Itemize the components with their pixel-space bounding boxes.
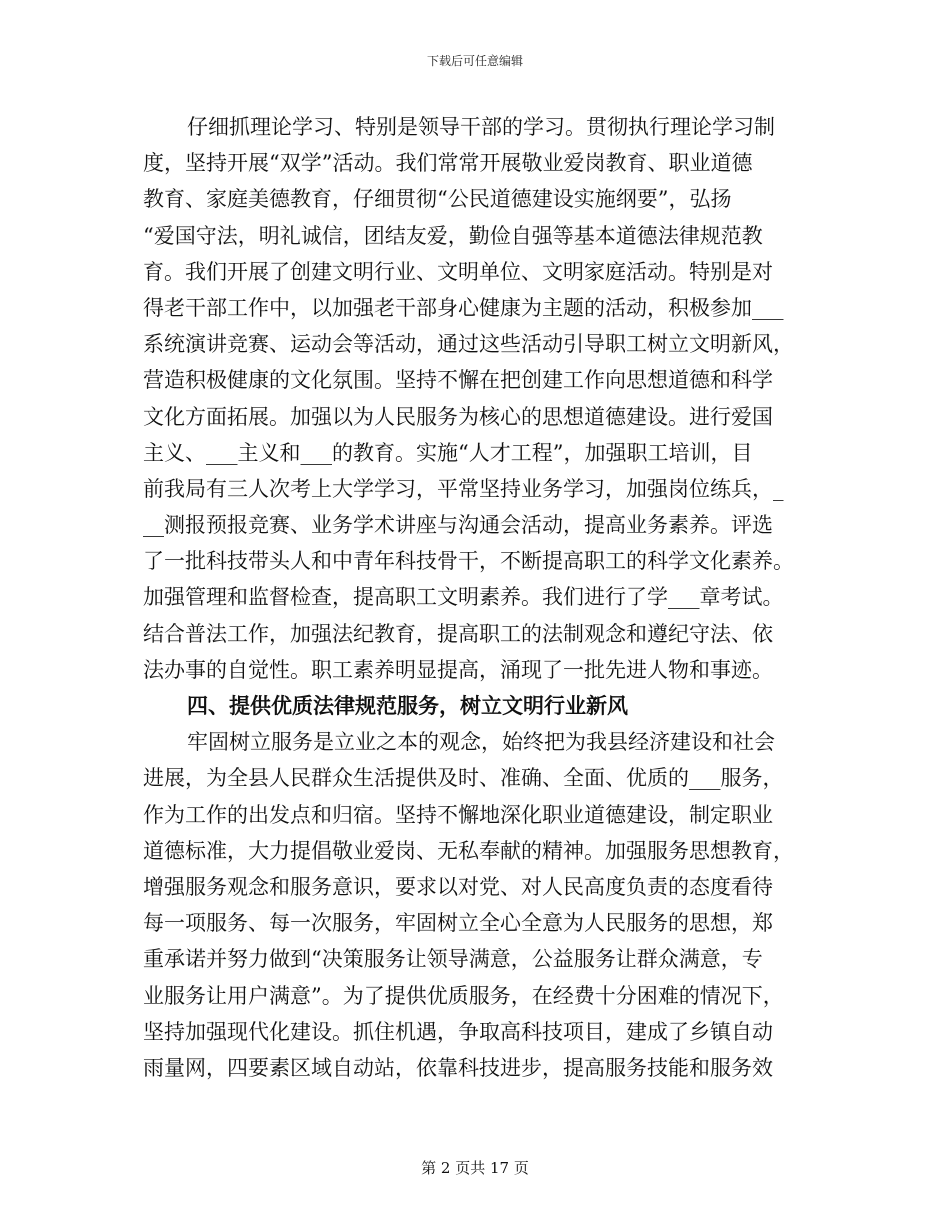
paragraph-line: 前我局有三人次考上大学学习，平常坚持业务学习，加强岗位练兵，_ (143, 476, 784, 501)
paragraph-line: “爱国守法，明礼诚信，团结友爱，勤俭自强等基本道德法律规范教 (143, 223, 763, 248)
paragraph-line: 系统演讲竞赛、运动会等活动，通过这些活动引导职工树立文明新风， (143, 332, 794, 357)
paragraph-line: 道德标准，大力提倡敬业爱岗、无私奉献的精神。加强服务思想教育， (143, 838, 794, 863)
paragraph-line: 进展，为全县人民群众生活提供及时、准确、全面、优质的___服务， (143, 766, 784, 791)
paragraph-line: 了一批科技带头人和中青年科技骨干，不断提高职工的科学文化素养。 (143, 549, 794, 574)
paragraph-line: 每一项服务、每一次服务，牢固树立全心全意为人民服务的思想，郑 (143, 911, 773, 936)
section-heading: 四、提供优质法律规范服务，树立文明行业新风 (187, 694, 628, 718)
paragraph-line: 业服务让用户满意”。为了提供优质服务，在经费十分困难的情况下， (143, 983, 784, 1008)
paragraph-line: 坚持加强现代化建设。抓住机遇，争取高科技项目，建成了乡镇自动 (143, 1019, 773, 1044)
paragraph-line: 结合普法工作，加强法纪教育，提高职工的法制观念和遵纪守法、依 (143, 621, 773, 646)
page-header: 下载后可任意编辑 (426, 54, 523, 68)
paragraph-line: __测报预报竞赛、业务学术讲座与沟通会活动，提高业务素养。评选 (143, 513, 773, 538)
paragraph-line: 作为工作的出发点和归宿。坚持不懈地深化职业道德建设，制定职业 (143, 802, 773, 827)
document-body (143, 109, 807, 1086)
paragraph-line: 雨量网，四要素区域自动站，依靠科技进步，提高服务技能和服务效 (143, 1055, 773, 1080)
paragraph-line: 增强服务观念和服务意识，要求以对党、对人民高度负责的态度看待 (143, 874, 773, 899)
paragraph-line: 度，坚持开展“双学”活动。我们常常开展敬业爱岗教育、职业道德 (143, 151, 753, 176)
paragraph-line: 营造积极健康的文化氛围。坚持不懈在把创建工作向思想道德和科学 (143, 368, 773, 393)
paragraph-line: 育。我们开展了创建文明行业、文明单位、文明家庭活动。特别是对 (143, 259, 773, 284)
paragraph-line: 教育、家庭美德教育，仔细贯彻“公民道德建设实施纲要”，弘扬 (143, 187, 732, 212)
paragraph-line: 得老干部工作中，以加强老干部身心健康为主题的活动，积极参加___ (143, 295, 784, 320)
paragraph-line: 仔细抓理论学习、特别是领导干部的学习。贯彻执行理论学习制 (187, 115, 775, 139)
paragraph-line: 加强管理和监督检查，提高职工文明素养。我们进行了学___章考试。 (143, 585, 784, 610)
paragraph-line: 主义、___主义和___的教育。实施“人才工程”，加强职工培训，目 (143, 440, 753, 465)
paragraph-line: 文化方面拓展。加强以为人民服务为核心的思想道德建设。进行爱国 (143, 404, 773, 429)
paragraph-line: 法办事的自觉性。职工素养明显提高，涌现了一批先进人物和事迹。 (143, 657, 773, 682)
paragraph-line: 牢固树立服务是立业之本的观念，始终把为我县经济建设和社会 (187, 730, 775, 755)
page-number-footer: 第 2 页共 17 页 (421, 1159, 529, 1177)
paragraph-line: 重承诺并努力做到“决策服务让领导满意，公益服务让群众满意，专 (143, 947, 763, 972)
